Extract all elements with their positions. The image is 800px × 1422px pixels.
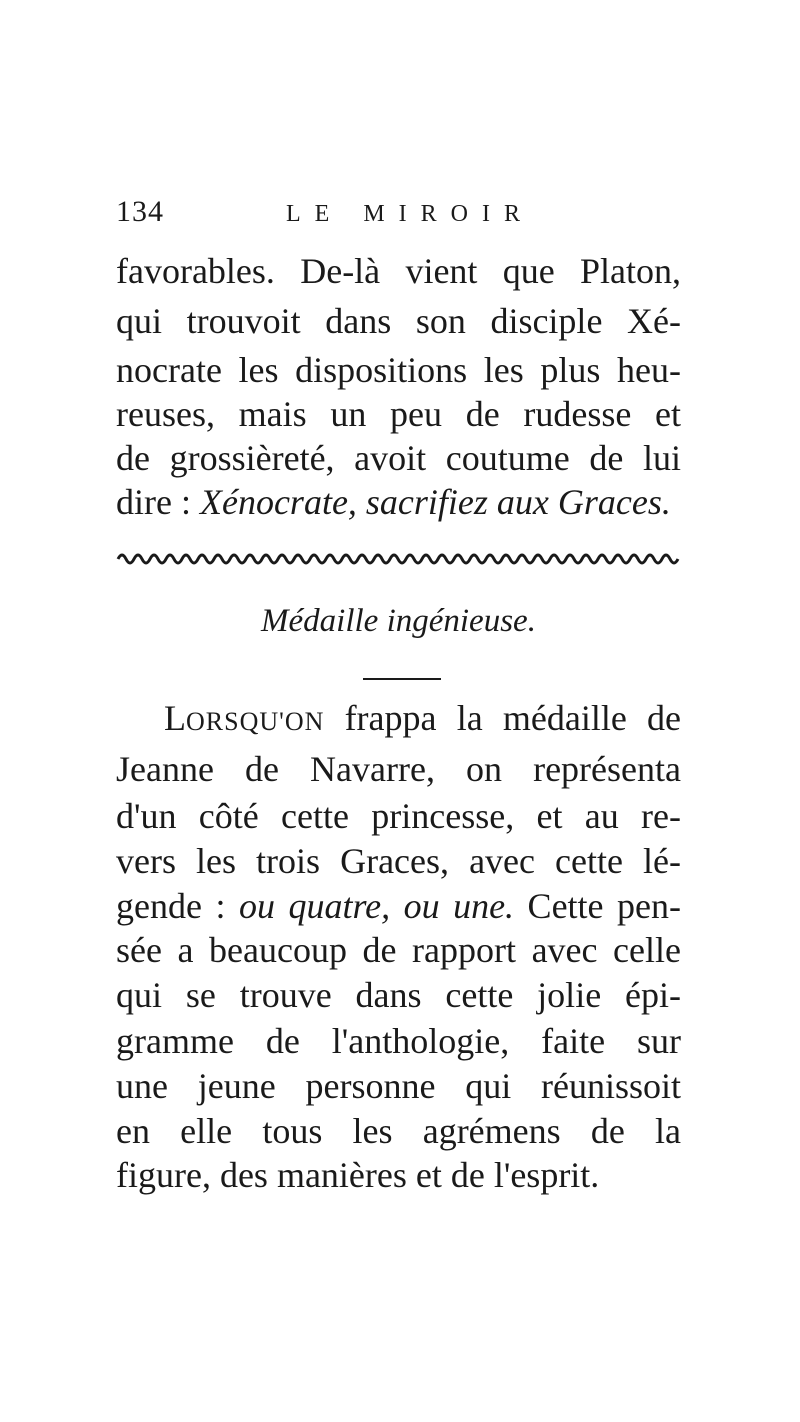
text-line: figure, des manières et de l'esprit. — [116, 1155, 600, 1195]
text-line: gramme de l'anthologie, faite sur — [116, 1021, 681, 1061]
text-roman: Cette pen- — [514, 886, 681, 926]
text-line — [116, 697, 681, 743]
text-line — [116, 885, 681, 927]
text-roman: gende : — [116, 886, 239, 926]
text-roman: frappa la médaille de — [324, 698, 681, 738]
text-line: Jeanne de Navarre, on représenta — [116, 749, 681, 789]
text-line: vers les trois Graces, avec cette lé- — [116, 841, 681, 881]
text-line: d'un côté cette princesse, et au re- — [116, 796, 681, 836]
text-line: qui se trouve dans cette jolie épi- — [116, 975, 681, 1015]
title-rule — [363, 678, 441, 680]
page-number: 134 — [116, 195, 164, 228]
text-roman: dire : — [116, 482, 200, 522]
text-line: sée a beaucoup de rapport avec celle — [116, 930, 681, 970]
wavy-ornament-divider — [116, 549, 681, 569]
text-line — [116, 481, 681, 523]
running-head — [116, 195, 681, 235]
text-line: qui trouvoit dans son disciple Xé- — [116, 301, 681, 341]
text-line: en elle tous les agrémens de la — [116, 1111, 681, 1151]
text-line: une jeune personne qui réunissoit — [116, 1066, 681, 1106]
text-line: favorables. De-là vient que Platon, — [116, 251, 681, 291]
running-title: LE MIROIR — [286, 201, 534, 227]
text-line: nocrate les dispositions les plus heu- — [116, 350, 681, 390]
text-line: reuses, mais un peu de rudesse et — [116, 394, 681, 434]
quote-italic: Xénocrate, sacrifiez aux Graces. — [199, 482, 671, 522]
drop-initial: L — [164, 698, 186, 738]
small-caps-word: ORSQU'ON — [186, 707, 325, 736]
text-line: de grossièreté, avoit coutume de lui — [116, 438, 681, 478]
quote-italic: ou quatre, ou une. — [238, 886, 515, 926]
section-title: Médaille ingénieuse. — [261, 603, 536, 639]
